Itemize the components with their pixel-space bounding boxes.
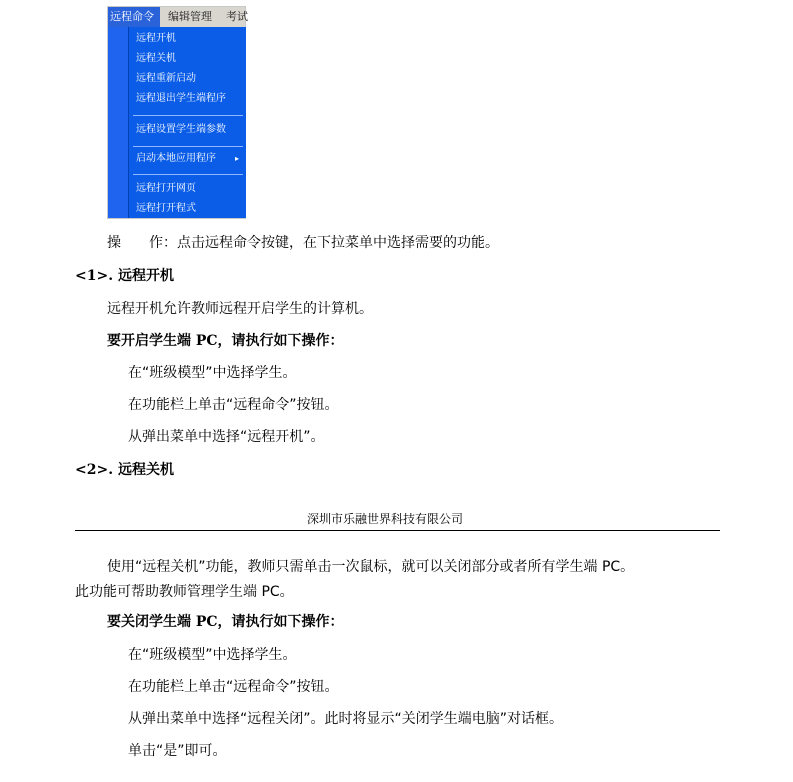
section-1-heading: <1>. 远程开机 <box>75 268 174 284</box>
menu-item-remote-restart[interactable]: 远程重新启动 <box>136 73 196 84</box>
footer-divider <box>75 530 720 531</box>
section-1-intro: 远程开机允许教师远程开启学生的计算机。 <box>107 301 373 317</box>
menu-item-remote-exit-client[interactable]: 远程退出学生端程序 <box>136 93 226 104</box>
menu-item-launch-local-app[interactable]: 启动本地应用程序 <box>136 153 216 164</box>
section-1-step-3: 从弹出菜单中选择“远程开机”。 <box>128 429 325 445</box>
menu-remote-command[interactable]: 远程命令 <box>108 7 160 27</box>
section-1-step-1: 在“班级模型”中选择学生。 <box>128 365 297 381</box>
remote-command-dropdown <box>128 27 246 218</box>
operation-instruction: 操 作：点击远程命令按键，在下拉菜单中选择需要的功能。 <box>107 235 499 251</box>
section-1-step-2: 在功能栏上单击“远程命令”按钮。 <box>128 397 339 413</box>
menu-separator <box>133 146 243 147</box>
section-2-step-1: 在“班级模型”中选择学生。 <box>128 647 297 663</box>
section-2-step-2: 在功能栏上单击“远程命令”按钮。 <box>128 679 339 695</box>
menu-item-remote-shutdown[interactable]: 远程关机 <box>136 53 176 64</box>
menu-item-remote-settings[interactable]: 远程设置学生端参数 <box>136 124 226 135</box>
section-2-heading: <2>. 远程关机 <box>75 462 174 478</box>
menu-screenshot <box>107 6 246 219</box>
menu-separator <box>133 174 243 175</box>
page-footer-company: 深圳市乐融世界科技有限公司 <box>307 512 464 526</box>
section-2-para-2: 此功能可帮助教师管理学生端 PC。 <box>75 584 294 600</box>
section-2-subheading: 要关闭学生端 PC，请执行如下操作： <box>107 614 344 630</box>
menu-edit-manage[interactable]: 编辑管理 <box>168 10 212 23</box>
menu-separator <box>133 115 243 116</box>
menu-bar <box>108 7 248 27</box>
menu-item-remote-open-webpage[interactable]: 远程打开网页 <box>136 183 196 194</box>
section-1-subheading: 要开启学生端 PC，请执行如下操作： <box>107 333 344 349</box>
section-2-para-1: 使用“远程关机”功能，教师只需单击一次鼠标，就可以关闭部分或者所有学生端 PC。 <box>107 559 635 575</box>
section-2-step-4: 单击“是”即可。 <box>128 743 227 759</box>
menu-item-remote-power-on[interactable]: 远程开机 <box>136 33 176 44</box>
submenu-arrow-icon: ▸ <box>235 154 240 163</box>
menu-item-remote-open-program[interactable]: 远程打开程式 <box>136 203 196 214</box>
menu-exam[interactable]: 考试 <box>226 10 248 23</box>
section-2-step-3: 从弹出菜单中选择“远程关闭”。此时将显示“关闭学生端电脑”对话框。 <box>128 711 564 727</box>
